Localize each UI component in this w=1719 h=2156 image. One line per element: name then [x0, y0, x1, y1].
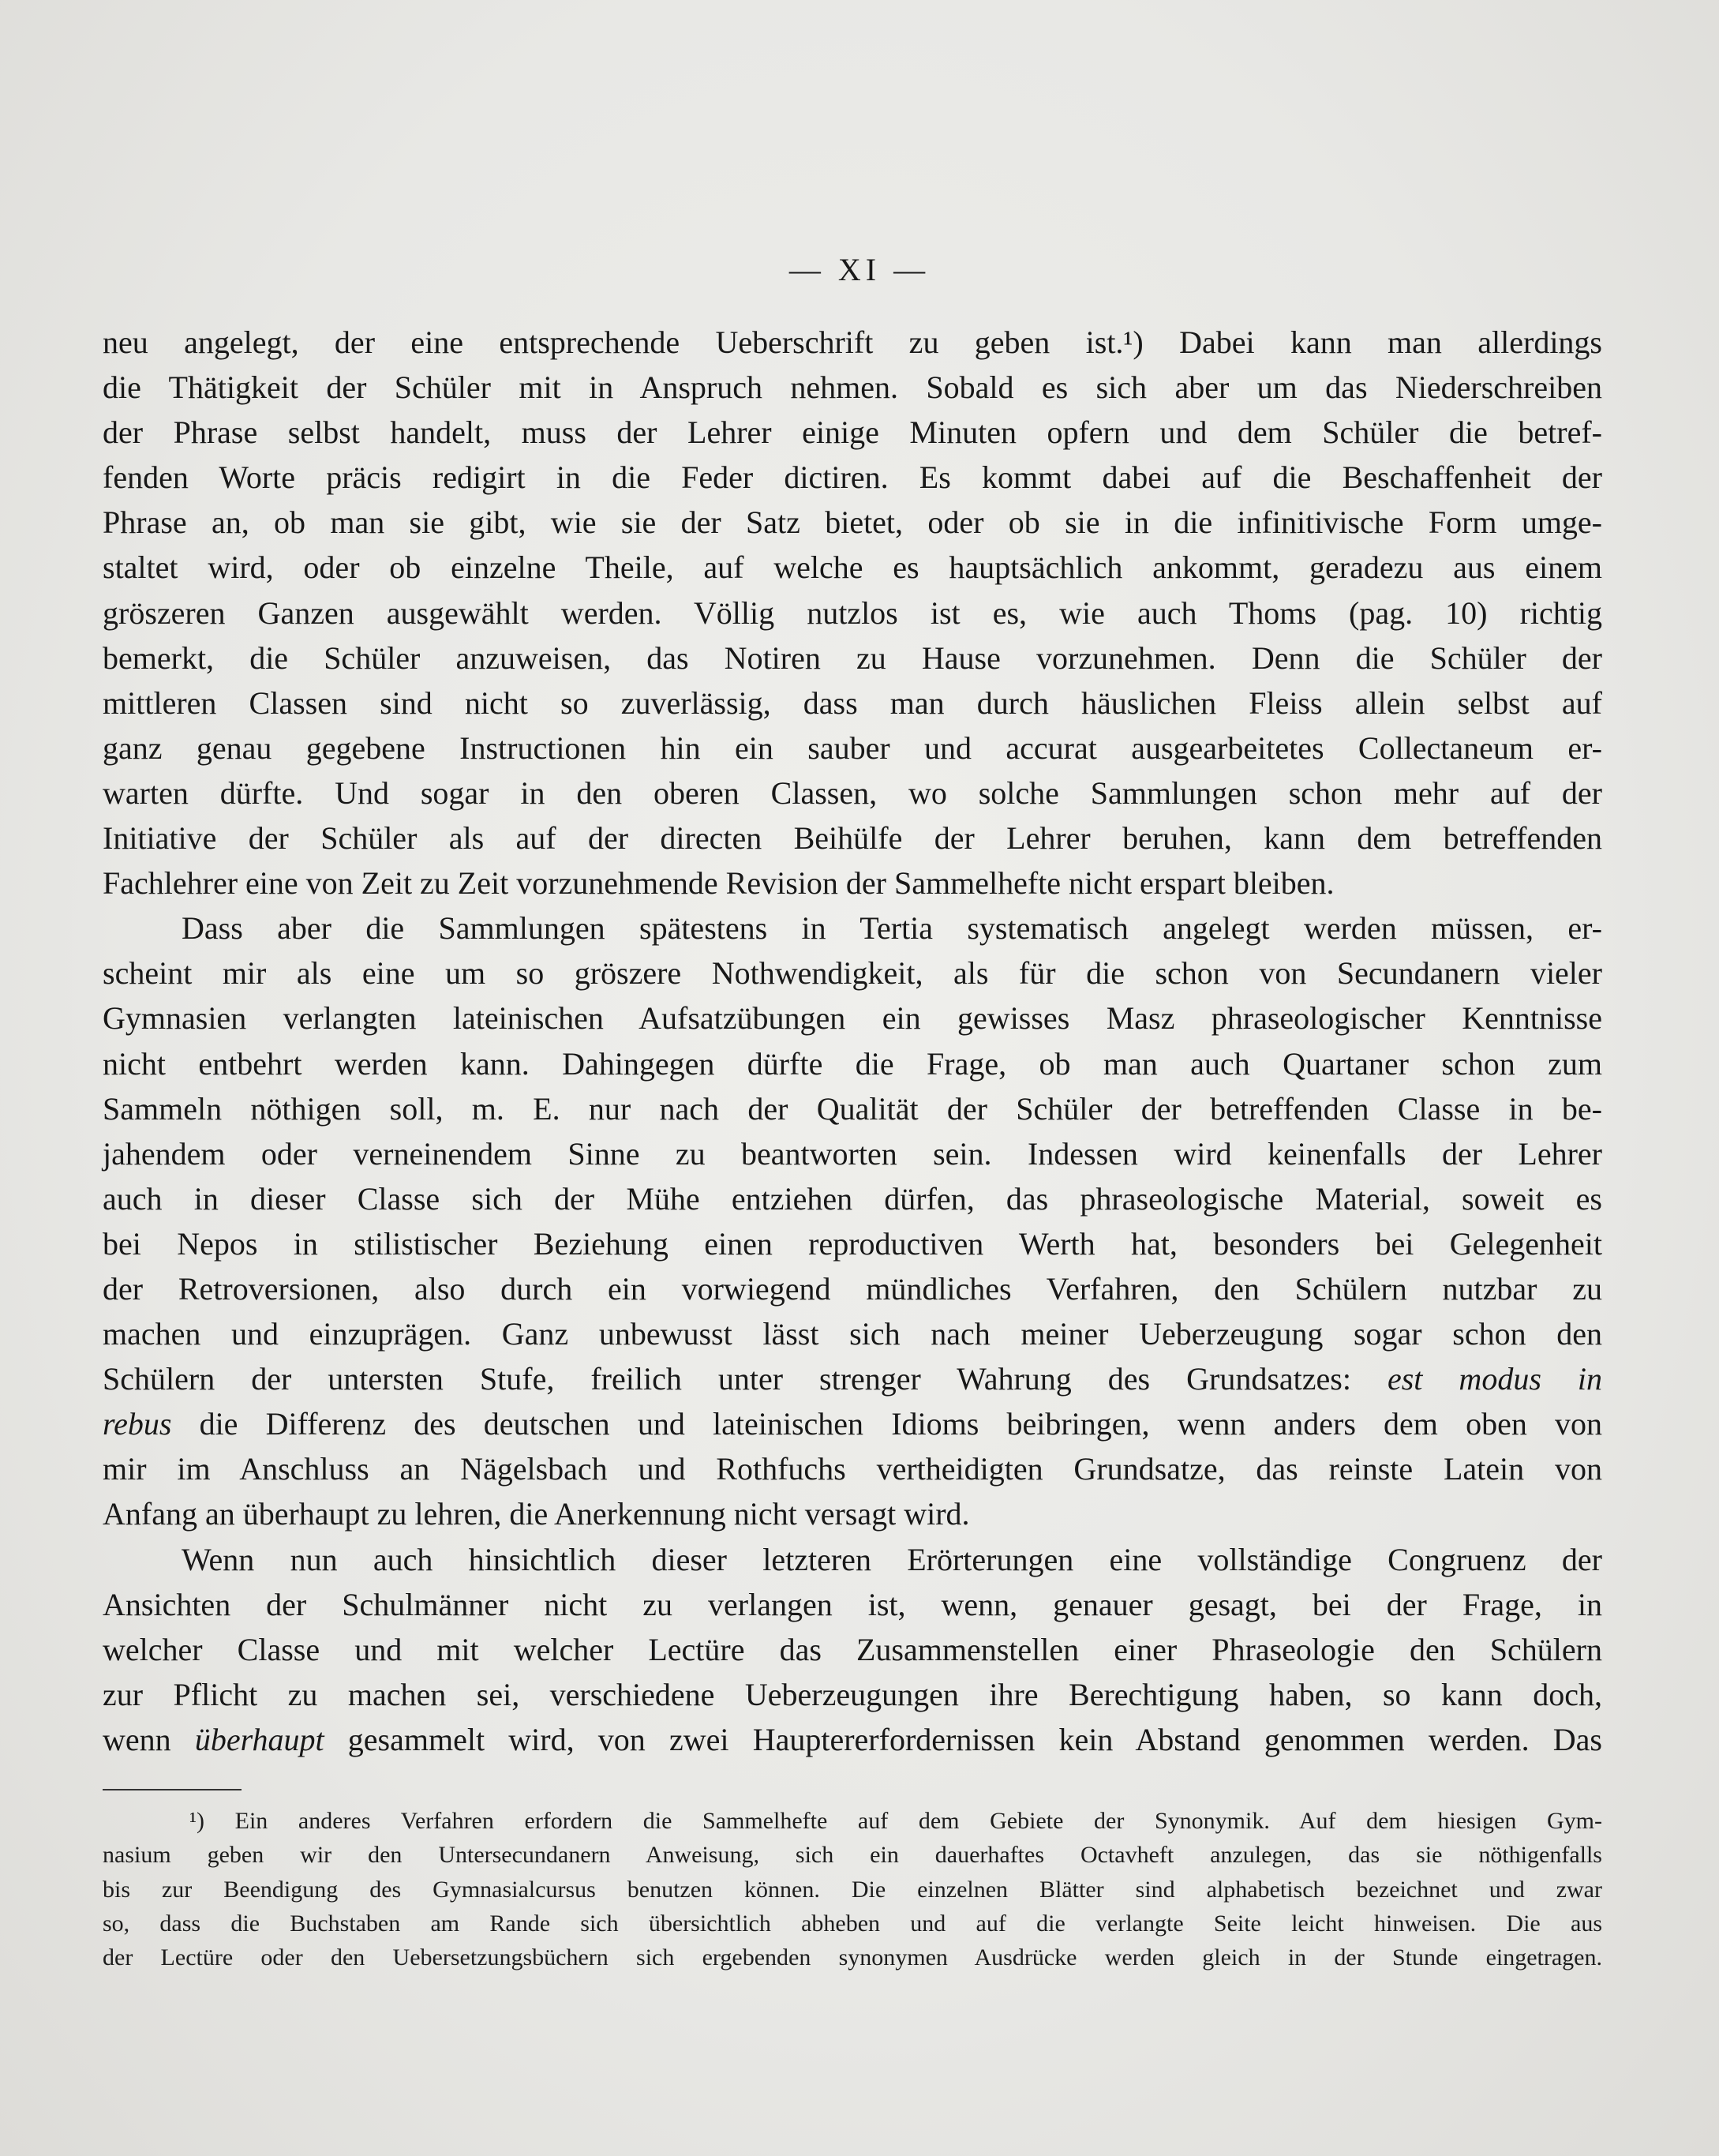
text-line: welcher Classe und mit welcher Lectüre das Zusammenstellen einer Phraseologie den Schülern	[103, 1631, 1602, 1667]
text-line: Initiative der Schüler als auf der directen Beihülfe der Lehrer beruhen, kann dem betreffenden	[103, 820, 1602, 857]
text-run: gesammelt wird, von zwei Hauptererfordernissen kein Abstand genommen werden. Das	[324, 1721, 1603, 1757]
text-line: machen und einzuprägen. Ganz unbewusst lässt sich nach meiner Ueberzeugung sogar schon den	[103, 1316, 1602, 1352]
text-line: zur Pflicht zu machen sei, verschiedene Ueberzeugungen ihre Berechtigung haben, so kann doch,	[103, 1676, 1602, 1712]
footnote-line	[103, 1804, 1602, 1838]
text-line: Dass aber die Sammlungen spätestens in Tertia systematisch angelegt werden müssen, er-	[182, 910, 1602, 947]
text-run: Schülern der untersten Stufe, freilich unter strenger Wahrung des Grundsatzes:	[103, 1361, 1388, 1397]
page-number: — XI —	[788, 252, 931, 287]
text-line: warten dürfte. Und sogar in den oberen Classen, wo solche Sammlungen schon mehr auf der	[103, 774, 1602, 811]
footnote-line: nasium geben wir den Untersecundanern Anweisung, sich ein dauerhaftes Octavheft anzulegen, das sie nöthigenfalls	[103, 1842, 1602, 1869]
footnote-marker: ¹)	[189, 1808, 204, 1834]
text-line: mir im Anschluss an Nägelsbach und Rothfuchs vertheidigten Grundsatze, das reinste Latein von	[103, 1451, 1602, 1487]
text-line	[103, 1356, 1602, 1401]
text-line: auch in dieser Classe sich der Mühe entziehen dürfen, das phraseologische Material, soweit es	[103, 1180, 1602, 1217]
text-line: scheint mir als eine um so gröszere Nothwendigkeit, als für die schon von Secundanern vieler	[103, 955, 1602, 992]
text-line: staltet wird, oder ob einzelne Theile, auf welche es hauptsächlich ankommt, geradezu aus einem	[103, 549, 1602, 586]
body-text	[103, 320, 1602, 1762]
latin-phrase: est modus in	[1387, 1361, 1603, 1397]
text-line: bei Nepos in stilistischer Beziehung einen reproductiven Werth hat, besonders bei Gelegenheit	[103, 1225, 1602, 1262]
text-line: der Retroversionen, also durch ein vorwiegend mündliches Verfahren, den Schülern nutzbar zu	[103, 1270, 1602, 1307]
text-line: gröszeren Ganzen ausgewählt werden. Völlig nutzlos ist es, wie auch Thoms (pag. 10) richtig	[103, 594, 1602, 631]
footnote-rule	[103, 1789, 242, 1790]
text-run: die Differenz des deutschen und lateinischen Idioms beibringen, wenn anders dem oben von	[171, 1406, 1602, 1442]
text-line: Anfang an überhaupt zu lehren, die Anerkennung nicht versagt wird.	[103, 1496, 970, 1532]
text-line: fenden Worte präcis redigirt in die Feder dictiren. Es kommt dabei auf die Beschaffenheit der	[103, 459, 1602, 496]
text-line: nicht entbehrt werden kann. Dahingegen dürfte die Frage, ob man auch Quartaner schon zum	[103, 1045, 1602, 1082]
text-line: Wenn nun auch hinsichtlich dieser letzteren Erörterungen eine vollständige Congruenz der	[182, 1541, 1602, 1577]
text-line	[103, 1401, 1602, 1446]
footnote-line: so, dass die Buchstaben am Rande sich übersichtlich abheben und auf die verlangte Seite leicht hinweisen. Die aus	[103, 1910, 1602, 1937]
latin-phrase: rebus	[103, 1406, 172, 1442]
text-line: jahendem oder verneinendem Sinne zu beantworten sein. Indessen wird keinenfalls der Lehrer	[103, 1135, 1602, 1172]
text-line: mittleren Classen sind nicht so zuverlässig, dass man durch häuslichen Fleiss allein selbst auf	[103, 684, 1602, 721]
text-line: Phrase an, ob man sie gibt, wie sie der Satz bietet, oder ob sie in die infinitivische Form umge-	[103, 504, 1602, 541]
text-run: wenn	[103, 1721, 195, 1757]
text-line: Ansichten der Schulmänner nicht zu verlangen ist, wenn, genauer gesagt, bei der Frage, in	[103, 1586, 1602, 1622]
text-line: der Phrase selbst handelt, muss der Lehrer einige Minuten opfern und dem Schüler die betref-	[103, 414, 1602, 451]
text-line: bemerkt, die Schüler anzuweisen, das Notiren zu Hause vorzunehmen. Denn die Schüler der	[103, 639, 1602, 676]
text-run: Ein anderes Verfahren erfordern die Sammelhefte auf dem Gebiete der Synonymik. Auf dem hiesigen Gym-	[234, 1808, 1602, 1834]
text-line: Fachlehrer eine von Zeit zu Zeit vorzunehmende Revision der Sammelhefte nicht erspart bleiben.	[103, 865, 1335, 902]
footnote	[103, 1804, 1602, 1974]
footnote-line: bis zur Beendigung des Gymnasialcursus benutzen können. Die einzelnen Blätter sind alphabetisch bezeichnet und zwar	[103, 1876, 1602, 1903]
text-line	[103, 1717, 1602, 1762]
text-line: Sammeln nöthigen soll, m. E. nur nach der Qualität der Schüler der betreffenden Classe in be-	[103, 1090, 1602, 1127]
text-line: die Thätigkeit der Schüler mit in Anspruch nehmen. Sobald es sich aber um das Niederschreiben	[103, 369, 1602, 406]
text-line: ganz genau gegebene Instructionen hin ein sauber und accurat ausgearbeitetes Collectaneum er-	[103, 729, 1602, 766]
footnote-line: der Lectüre oder den Uebersetzungsbüchern sich ergebenden synonymen Ausdrücke werden gleich in der Stunde eingetragen.	[103, 1944, 1602, 1971]
emphasis: überhaupt	[194, 1721, 324, 1757]
text-line: neu angelegt, der eine entsprechende Ueberschrift zu geben ist.¹) Dabei kann man allerdings	[103, 324, 1602, 360]
text-line: Gymnasien verlangten lateinischen Aufsatzübungen ein gewisses Masz phraseologischer Kenntnisse	[103, 1000, 1602, 1037]
